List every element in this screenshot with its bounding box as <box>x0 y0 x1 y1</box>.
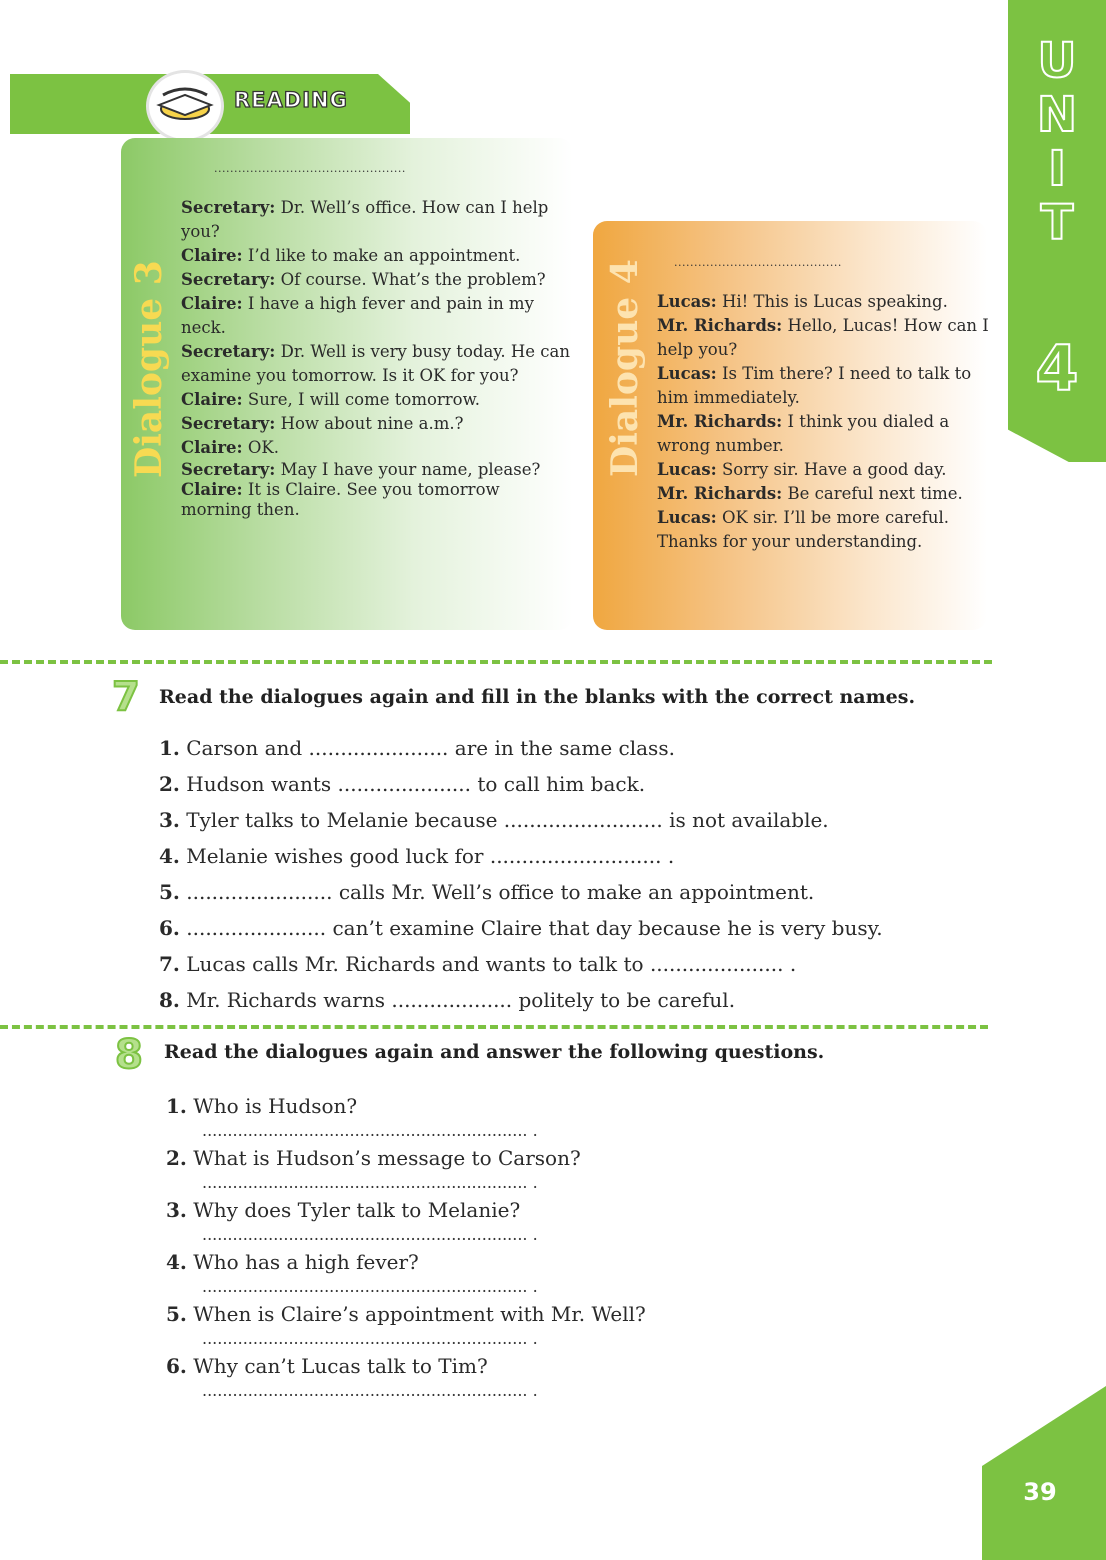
dialogue-line: Lucas: OK sir. I’ll be more careful. Thanks for your understanding. <box>657 508 949 551</box>
dialogue-line: Mr. Richards: Be careful next time. <box>657 484 963 503</box>
read-book-icon <box>146 70 224 142</box>
dialogue-line: Lucas: Is Tim there? I need to talk to him immediately. <box>657 364 972 407</box>
unit-letter: U <box>1037 33 1077 89</box>
list-item: 6. Why can’t Lucas talk to Tim? ................................................................ . <box>166 1354 646 1406</box>
exercise-8-number: 8 <box>115 1032 143 1078</box>
list-item: 3. Tyler talks to Melanie because ......................... is not available. <box>159 808 829 832</box>
list-item: 8. Mr. Richards warns ................... politely to be careful. <box>159 988 736 1012</box>
dialogue-line: Secretary: Dr. Well’s office. How can I help you? <box>181 198 549 241</box>
dialogue-3-text <box>181 196 573 520</box>
dialogue-line: Secretary: Of course. What’s the problem? <box>181 270 546 289</box>
answer-line[interactable]: ................................................................ . <box>202 1381 538 1400</box>
dialogue-line: Claire: I’d like to make an appointment. <box>181 246 521 265</box>
list-item: 1. Who is Hudson? ................................................................ . <box>166 1094 646 1146</box>
list-item: 7. Lucas calls Mr. Richards and wants to talk to ..................... . <box>159 952 797 976</box>
unit-letter: N <box>1036 87 1078 143</box>
exercise-7-title: Read the dialogues again and fill in the blanks with the correct names. <box>159 686 916 708</box>
answer-line[interactable]: ................................................................ . <box>202 1121 538 1140</box>
exercise-8-list <box>166 1094 646 1406</box>
exercise-7-list <box>159 730 883 1018</box>
list-item: 4. Who has a high fever? ................................................................ . <box>166 1250 646 1302</box>
unit-letter: I <box>1048 141 1066 197</box>
answer-line[interactable]: ................................................................ . <box>202 1277 538 1296</box>
exercise-7-number: 7 <box>112 674 140 720</box>
dialogue-3-label: Dialogue 3 <box>128 260 170 478</box>
dialogue-3-title-blank: ................................................ <box>214 162 406 175</box>
dialogue-line: Lucas: Sorry sir. Have a good day. <box>657 460 947 479</box>
answer-line[interactable]: ................................................................ . <box>202 1173 538 1192</box>
answer-line[interactable]: ................................................................ . <box>202 1329 538 1348</box>
list-item: 2. What is Hudson’s message to Carson? ................................................................ . <box>166 1146 646 1198</box>
dialogue-line: Secretary: May I have your name, please? <box>181 460 541 479</box>
list-item: 3. Why does Tyler talk to Melanie? ................................................................ . <box>166 1198 646 1250</box>
page-number-tab <box>982 1386 1106 1560</box>
dialogue-line: Claire: It is Claire. See you tomorrow morning then. <box>181 480 500 519</box>
list-item: 4. Melanie wishes good luck for ........................... . <box>159 844 675 868</box>
dialogue-line: Claire: OK. <box>181 438 279 457</box>
list-item: 6. ...................... can’t examine Claire that day because he is very busy. <box>159 916 883 940</box>
list-item: 1. Carson and ...................... are in the same class. <box>159 736 675 760</box>
list-item: 5. ....................... calls Mr. Well’s office to make an appointment. <box>159 880 815 904</box>
dialogue-line: Lucas: Hi! This is Lucas speaking. <box>657 292 948 311</box>
unit-letter: T <box>1040 195 1074 251</box>
list-item: 2. Hudson wants ..................... to call him back. <box>159 772 646 796</box>
answer-line[interactable]: ................................................................ . <box>202 1225 538 1244</box>
dialogue-line: Claire: I have a high fever and pain in my neck. <box>181 294 534 337</box>
list-item: 5. When is Claire’s appointment with Mr. Well? ................................................................ . <box>166 1302 646 1354</box>
exercise-8-title: Read the dialogues again and answer the following questions. <box>164 1041 825 1063</box>
dialogue-4-label: Dialogue 4 <box>604 259 646 477</box>
section-divider <box>0 660 992 664</box>
dialogue-line: Mr. Richards: I think you dialed a wrong number. <box>657 412 950 455</box>
page-number: 39 <box>1023 1478 1057 1506</box>
dialogue-line: Secretary: How about nine a.m.? <box>181 414 464 433</box>
unit-label <box>1008 34 1106 250</box>
section-divider <box>0 1025 988 1029</box>
dialogue-4-title-blank: .......................................... <box>674 256 842 269</box>
section-title: READING <box>234 88 348 112</box>
dialogue-line: Claire: Sure, I will come tomorrow. <box>181 390 481 409</box>
dialogue-4-text <box>657 290 993 554</box>
dialogue-line: Secretary: Dr. Well is very busy today. He can examine you tomorrow. Is it OK for you? <box>181 342 570 385</box>
dialogue-line: Mr. Richards: Hello, Lucas! How can I help you? <box>657 316 989 359</box>
unit-number: 4 <box>1035 332 1079 405</box>
